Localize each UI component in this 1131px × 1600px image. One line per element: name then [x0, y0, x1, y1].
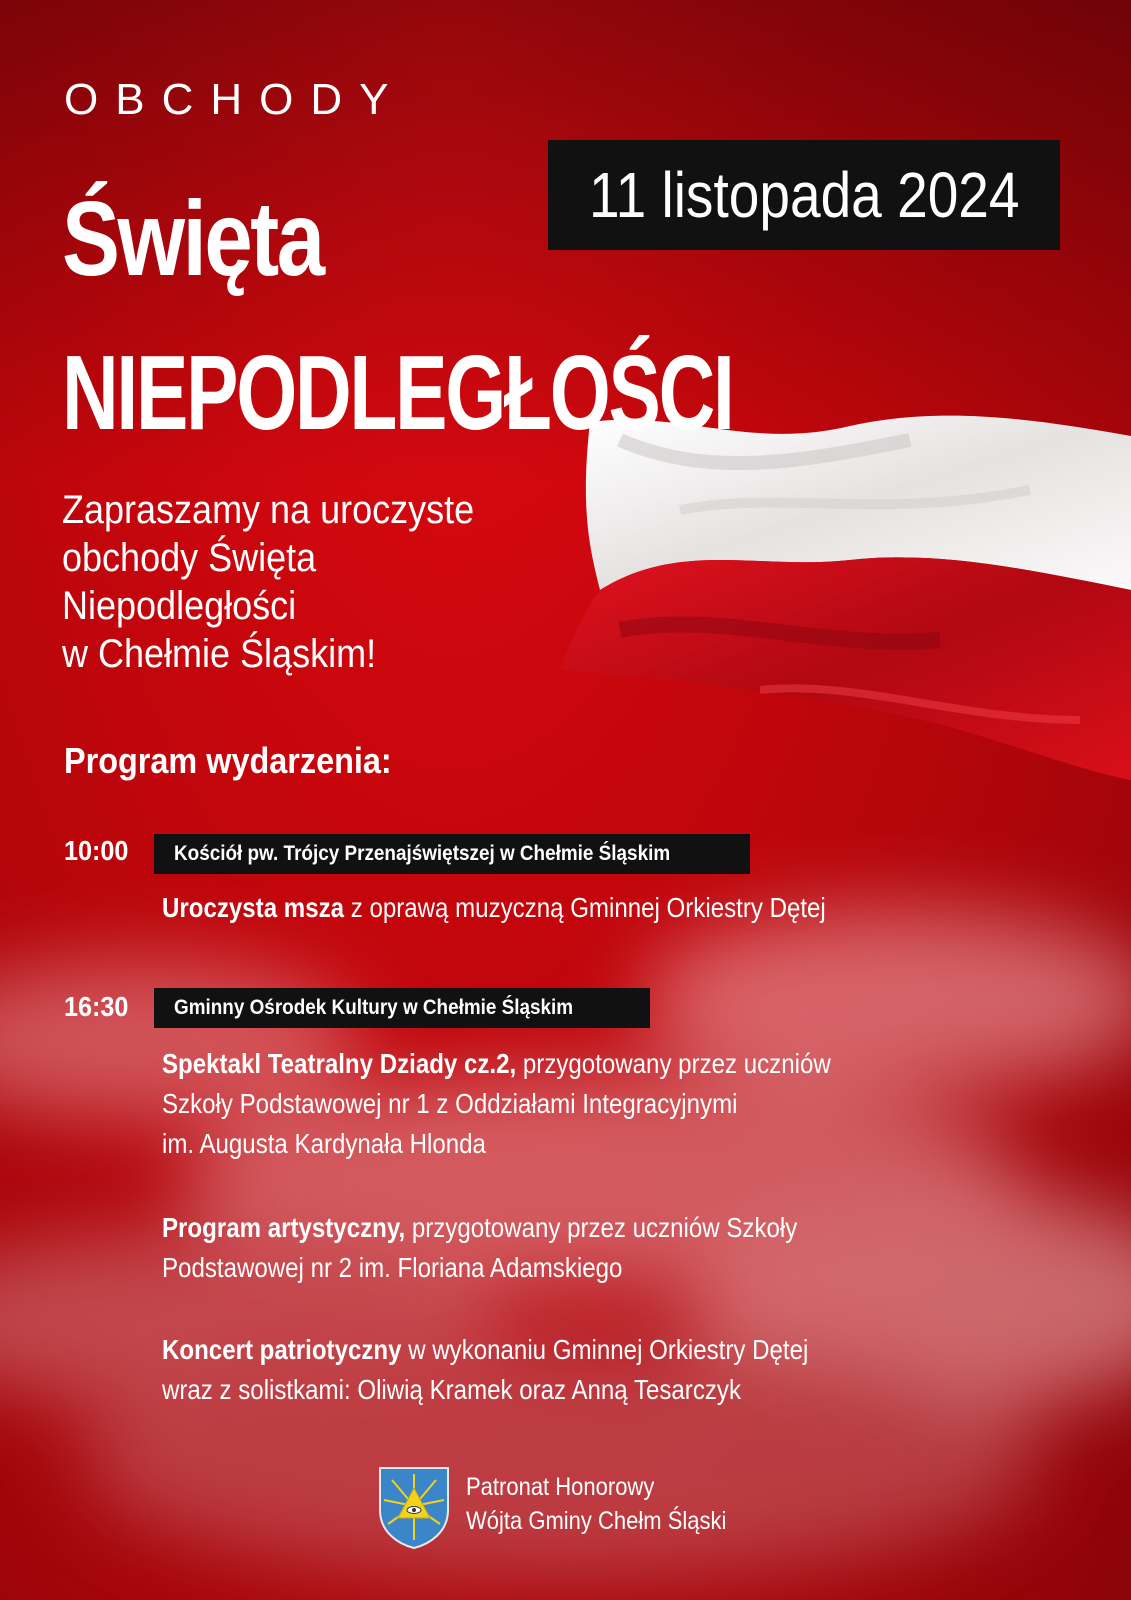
- title-line-1: Święta: [62, 180, 323, 298]
- date-text: 11 listopada 2024: [588, 159, 1020, 231]
- event-item-text: z oprawą muzyczną Gminnej Orkiestry Dętej: [344, 892, 826, 923]
- event-venue: Kościół pw. Trójcy Przenajświętszej w Chełmie Śląskim: [174, 842, 671, 865]
- event-item-title: Program artystyczny,: [162, 1212, 406, 1243]
- event-item-text: wraz z solistkami: Oliwią Kramek oraz Anną Tesarczyk: [162, 1374, 741, 1405]
- title-line-2: NIEPODLEGŁOŚCI: [62, 334, 733, 452]
- program-heading: Program wydarzenia:: [64, 740, 392, 781]
- event-item-text: im. Augusta Kardynała Hlonda: [162, 1128, 486, 1159]
- invitation-line: Zapraszamy na uroczyste: [62, 488, 475, 532]
- patron-line-2: Wójta Gminy Chełm Śląski: [466, 1507, 727, 1535]
- invitation-text: [62, 486, 474, 678]
- event-item-text: przygotowany przez uczniów: [516, 1048, 831, 1079]
- invitation-line: w Chełmie Śląskim!: [62, 632, 377, 676]
- event-time: 10:00: [64, 835, 129, 866]
- event-item: [162, 1330, 1022, 1410]
- event-venue-badge: [154, 988, 650, 1028]
- patron-text: [466, 1470, 726, 1538]
- invitation-line: Niepodległości: [62, 584, 297, 628]
- event-item-title: Spektakl Teatralny Dziady cz.2,: [162, 1048, 517, 1079]
- patron-line-1: Patronat Honorowy: [466, 1473, 655, 1501]
- kicker-text: OBCHODY: [64, 75, 406, 124]
- event-time: 16:30: [64, 991, 129, 1022]
- event-item-title: Koncert patriotyczny: [162, 1334, 402, 1365]
- coat-of-arms-icon: [378, 1466, 450, 1550]
- event-item: [162, 888, 1022, 928]
- event-item: [162, 1044, 1022, 1164]
- date-badge: [548, 140, 1060, 250]
- event-item-text: Szkoły Podstawowej nr 1 z Oddziałami Integracyjnymi: [162, 1088, 738, 1119]
- event-item-title: Uroczysta msza: [162, 892, 345, 923]
- invitation-line: obchody Święta: [62, 536, 317, 580]
- event-item: [162, 1208, 1022, 1288]
- event-item-text: przygotowany przez uczniów Szkoły: [405, 1212, 798, 1243]
- event-venue: Gminny Ośrodek Kultury w Chełmie Śląskim: [174, 996, 574, 1019]
- polish-flag-image: [560, 400, 1131, 800]
- event-venue-badge: [154, 834, 750, 874]
- event-item-text: Podstawowej nr 2 im. Floriana Adamskiego: [162, 1252, 623, 1283]
- event-item-text: w wykonaniu Gminnej Orkiestry Dętej: [401, 1334, 809, 1365]
